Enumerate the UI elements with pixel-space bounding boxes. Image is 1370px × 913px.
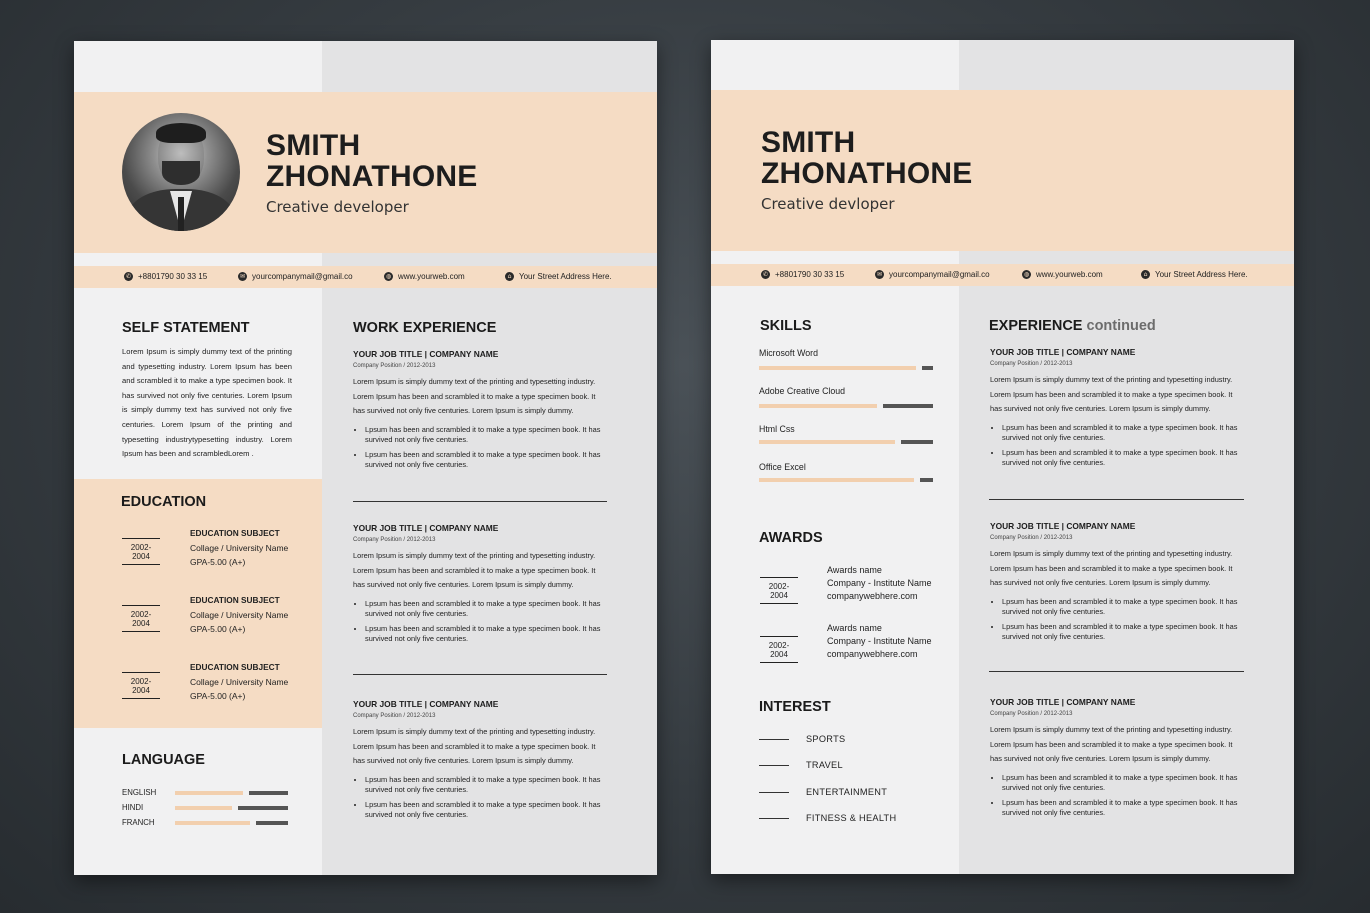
last-name: ZHONATHONE (266, 160, 478, 193)
person-role: Creative developer (266, 198, 409, 216)
interest-line (759, 765, 789, 766)
job-bullet: • Lpsum has been and scrambled it to make a type specimen book. It has survived not only five centuries. (365, 425, 609, 445)
job-title: YOUR JOB TITLE | COMPANY NAME (990, 347, 1136, 357)
job-bullet: • Lpsum has been and scrambled it to make a type specimen book. It has survived not only five centuries. (365, 800, 609, 820)
skill-level-bar (759, 440, 933, 444)
job-title: YOUR JOB TITLE | COMPANY NAME (353, 349, 499, 359)
education-item: EDUCATION SUBJECT Collage / University Name GPA-5.00 (A+) (190, 662, 289, 701)
job-bullets (990, 423, 1246, 468)
job-description: Lorem Ipsum is simply dummy text of the printing and typesetting industry. Lorem Ipsum has been and scrambled it to make a type specimen book. It has survived not only five centuries. Lorem Ipsum is simply dummy. (990, 725, 1233, 763)
skill-name: Microsoft Word (759, 348, 818, 358)
job-title: YOUR JOB TITLE | COMPANY NAME (990, 521, 1136, 531)
home-icon: ⌂ (505, 272, 514, 281)
job-description: Lorem Ipsum is simply dummy text of the printing and typesetting industry. Lorem Ipsum has been and scrambled it to make a type specimen book. It has survived not only five centuries. Lorem Ipsum is simply dummy. (353, 727, 596, 765)
contact-band (74, 266, 657, 288)
language-level-bar (175, 791, 288, 795)
skill-name: Html Css (759, 424, 795, 434)
education-heading: EDUCATION (121, 494, 207, 510)
self-statement-text: Lorem Ipsum is simply dummy text of the printing and typesetting industry. Lorem Ipsum has been and scrambled it to make a type specimen book. It has survived not only five centuries. Lorem Ipsum is simply dummy text has survived not only five centuries. Lorem Ipsum of the printing and typesetting industrytypesetting industry. Lorem Ipsum has been and scrambledLorem . (122, 347, 292, 459)
resume-page-1 (74, 41, 657, 875)
interest-heading: INTEREST (759, 699, 831, 715)
award-year: 2002-2004 (760, 577, 798, 604)
job-bullets (990, 597, 1246, 642)
job-bullet: • Lpsum has been and scrambled it to make a type specimen book. It has survived not only five centuries. (365, 624, 609, 644)
phone-icon: ✆ (125, 273, 132, 280)
interest-item: SPORTS (806, 734, 846, 744)
phone-icon: ✆ (762, 271, 769, 278)
job-title: YOUR JOB TITLE | COMPANY NAME (353, 523, 499, 533)
contact-address: ⌂ Your Street Address Here. (1141, 270, 1248, 279)
education-item: EDUCATION SUBJECT Collage / University Name GPA-5.00 (A+) (190, 528, 289, 567)
work-experience-heading: WORK EXPERIENCE (353, 320, 497, 336)
job-position: Company Position / 2012-2013 (990, 711, 1073, 717)
contact-email: ✉ yourcompanymail@gmail.co (876, 270, 990, 279)
contact-web: ◍ www.yourweb.com (1023, 270, 1103, 279)
interest-item: FITNESS & HEALTH (806, 813, 897, 823)
job-bullet: • Lpsum has been and scrambled it to make a type specimen book. It has survived not only five centuries. (1002, 622, 1246, 642)
job-bullet: • Lpsum has been and scrambled it to make a type specimen book. It has survived not only five centuries. (365, 775, 609, 795)
skill-level-bar (759, 478, 933, 482)
divider (353, 501, 607, 502)
skill-level-bar (759, 366, 933, 370)
job-bullet: • Lpsum has been and scrambled it to make a type specimen book. It has survived not only five centuries. (365, 450, 609, 470)
contact-phone: ✆ +8801790 30 33 15 (125, 272, 208, 281)
job-entry (353, 699, 609, 825)
divider (989, 671, 1244, 672)
job-entry (990, 697, 1246, 823)
awards-heading: AWARDS (759, 530, 823, 546)
skills-heading: SKILLS (760, 318, 812, 334)
self-statement-heading: SELF STATEMENT (122, 320, 250, 336)
skill-level-bar (759, 404, 933, 408)
award-year: 2002-2004 (760, 636, 798, 663)
interest-line (759, 818, 789, 819)
education-year: 2002-2004 (122, 605, 160, 632)
divider (989, 499, 1244, 500)
award-item: Awards name Company - Institute Name companywebhere.com (827, 565, 932, 601)
education-year: 2002-2004 (122, 538, 160, 565)
job-title: YOUR JOB TITLE | COMPANY NAME (990, 697, 1136, 707)
mail-icon: ✉ (876, 271, 883, 278)
interest-item: ENTERTAINMENT (806, 787, 888, 797)
job-position: Company Position / 2012-2013 (990, 535, 1073, 541)
globe-icon: ◍ (1023, 271, 1030, 278)
contact-email: ✉ yourcompanymail@gmail.co (239, 272, 353, 281)
language-heading: LANGUAGE (122, 752, 205, 768)
job-entry (990, 521, 1246, 647)
person-name (266, 130, 477, 192)
interest-line (759, 739, 789, 740)
job-bullets (353, 775, 609, 820)
language-level-bar (175, 806, 288, 810)
first-name: SMITH (761, 126, 856, 159)
job-description: Lorem Ipsum is simply dummy text of the printing and typesetting industry. Lorem Ipsum has been and scrambled it to make a type specimen book. It has survived not only five centuries. Lorem Ipsum is simply dummy. (353, 377, 596, 415)
job-bullets (353, 425, 609, 470)
skill-name: Adobe Creative Cloud (759, 386, 846, 396)
last-name: ZHONATHONE (761, 157, 973, 190)
language-name: HINDI (122, 803, 144, 812)
first-name: SMITH (266, 129, 361, 162)
job-description: Lorem Ipsum is simply dummy text of the printing and typesetting industry. Lorem Ipsum has been and scrambled it to make a type specimen book. It has survived not only five centuries. Lorem Ipsum is simply dummy. (990, 375, 1233, 413)
job-bullets (353, 599, 609, 644)
job-entry (353, 523, 609, 649)
job-position: Company Position / 2012-2013 (990, 361, 1073, 367)
contact-band (711, 264, 1294, 286)
person-name (761, 127, 972, 189)
job-description: Lorem Ipsum is simply dummy text of the printing and typesetting industry. Lorem Ipsum has been and scrambled it to make a type specimen book. It has survived not only five centuries. Lorem Ipsum is simply dummy. (353, 551, 596, 589)
contact-web: ◍ www.yourweb.com (385, 272, 465, 281)
mail-icon: ✉ (239, 273, 246, 280)
language-name: ENGLISH (122, 788, 157, 797)
home-icon: ⌂ (1141, 270, 1150, 279)
skill-name: Office Excel (759, 462, 806, 472)
person-role: Creative devloper (761, 195, 895, 213)
language-level-bar (175, 821, 288, 825)
divider (353, 674, 607, 675)
resume-page-2 (711, 40, 1294, 874)
contact-address: ⌂ Your Street Address Here. (505, 272, 612, 281)
interest-item: TRAVEL (806, 760, 843, 770)
job-entry (990, 347, 1246, 473)
job-position: Company Position / 2012-2013 (353, 713, 436, 719)
education-item: EDUCATION SUBJECT Collage / University Name GPA-5.00 (A+) (190, 595, 289, 634)
profile-photo (122, 113, 240, 231)
experience-continued-heading: EXPERIENCE continued (989, 318, 1156, 334)
job-position: Company Position / 2012-2013 (353, 363, 436, 369)
job-bullet: • Lpsum has been and scrambled it to make a type specimen book. It has survived not only five centuries. (1002, 423, 1246, 443)
job-description: Lorem Ipsum is simply dummy text of the printing and typesetting industry. Lorem Ipsum has been and scrambled it to make a type specimen book. It has survived not only five centuries. Lorem Ipsum is simply dummy. (990, 549, 1233, 587)
job-bullet: • Lpsum has been and scrambled it to make a type specimen book. It has survived not only five centuries. (1002, 448, 1246, 468)
job-bullet: • Lpsum has been and scrambled it to make a type specimen book. It has survived not only five centuries. (1002, 798, 1246, 818)
job-title: YOUR JOB TITLE | COMPANY NAME (353, 699, 499, 709)
job-bullet: • Lpsum has been and scrambled it to make a type specimen book. It has survived not only five centuries. (1002, 773, 1246, 793)
contact-phone: ✆ +8801790 30 33 15 (762, 270, 845, 279)
job-position: Company Position / 2012-2013 (353, 537, 436, 543)
globe-icon: ◍ (385, 273, 392, 280)
job-bullets (990, 773, 1246, 818)
education-year: 2002-2004 (122, 672, 160, 699)
job-bullet: • Lpsum has been and scrambled it to make a type specimen book. It has survived not only five centuries. (365, 599, 609, 619)
language-name: FRANCH (122, 818, 155, 827)
job-entry (353, 349, 609, 475)
interest-line (759, 792, 789, 793)
award-item: Awards name Company - Institute Name companywebhere.com (827, 623, 932, 659)
job-bullet: • Lpsum has been and scrambled it to make a type specimen book. It has survived not only five centuries. (1002, 597, 1246, 617)
